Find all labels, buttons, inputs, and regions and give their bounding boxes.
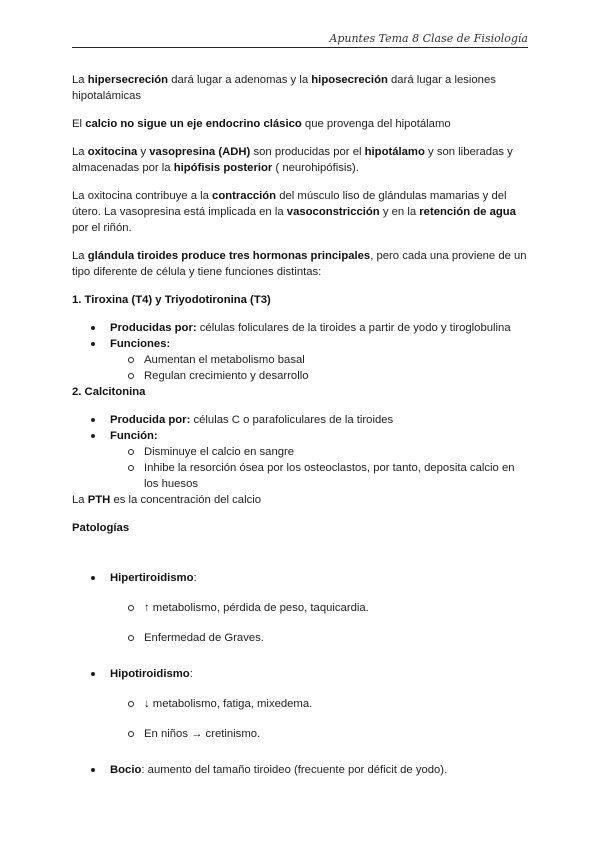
list-item: Producida por: células C o parafoliculares de la tiroides (72, 412, 532, 428)
list-item: Producidas por: células foliculares de la tiroides a partir de yodo y tiroglobulina (72, 320, 532, 336)
pathologies-list (72, 570, 532, 778)
sublist-item: Enfermedad de Graves. (110, 630, 532, 646)
list-item: Función: Disminuye el calcio en sangre Inhibe la resorción ósea por los osteoclastos, por tanto, deposita calcio en los huesos (72, 428, 532, 492)
sublist-item: ↑ metabolismo, pérdida de peso, taquicardia. (110, 600, 532, 616)
paragraph-hypersecretion: La hipersecreción dará lugar a adenomas y la hiposecreción dará lugar a lesiones hipotalámicas (72, 74, 496, 102)
calcitonin-list (72, 412, 532, 492)
list-item-hyperthyroidism: Hipertiroidismo: ↑ metabolismo, pérdida de peso, taquicardia. Enfermedad de Graves. (72, 570, 532, 646)
sublist-item: En niños → cretinismo. (110, 726, 532, 742)
hypothyroidism-sublist (110, 696, 532, 742)
document-body (72, 72, 532, 778)
section-title-t4-t3: 1. Tiroxina (T4) y Triyodotironina (T3) (72, 294, 271, 306)
paragraph-oxytocin-vasopressin: La oxitocina y vasopresina (ADH) son producidas por el hipotálamo y son liberadas y almacenadas por la hipófisis posterior ( neurohipófisis). (72, 146, 513, 174)
sublist-item: Aumentan el metabolismo basal (110, 352, 532, 368)
page-header (72, 34, 528, 48)
sublist-item: Disminuye el calcio en sangre (110, 444, 532, 460)
section-title-pathologies: Patologías (72, 522, 130, 534)
sublist-item: Inhibe la resorción ósea por los osteoclastos, por tanto, deposita calcio en los huesos (110, 460, 532, 492)
function-sublist (110, 444, 532, 492)
list-item-hypothyroidism: Hipotiroidismo: ↓ metabolismo, fatiga, mixedema. En niños → cretinismo. (72, 666, 532, 742)
paragraph-oxytocin-functions: La oxitocina contribuye a la contracción del músculo liso de glándulas mamarias y del útero. La vasopresina está implicada en la vasoconstricción y en la retención de agua por el riñón. (72, 190, 516, 234)
paragraph-thyroid: La glándula tiroides produce tres hormonas principales, pero cada una proviene de un tipo diferente de célula y tiene funciones distintas: (72, 250, 527, 278)
hyperthyroidism-sublist (110, 600, 532, 646)
list-item: Funciones: Aumentan el metabolismo basal Regulan crecimiento y desarrollo (72, 336, 532, 384)
section-title-calcitonin: 2. Calcitonina (72, 386, 146, 398)
sublist-item: ↓ metabolismo, fatiga, mixedema. (110, 696, 532, 712)
t4-t3-list (72, 320, 532, 384)
header-title: Apuntes Tema 8 Clase de Fisiología (329, 32, 528, 45)
list-item-goiter: Bocio: aumento del tamaño tiroideo (frecuente por déficit de yodo). (72, 762, 532, 778)
paragraph-pth: La PTH es la concentración del calcio (72, 494, 262, 506)
sublist-item: Regulan crecimiento y desarrollo (110, 368, 532, 384)
paragraph-calcium: El calcio no sigue un eje endocrino clásico que provenga del hipotálamo (72, 118, 451, 130)
functions-sublist (110, 352, 532, 384)
